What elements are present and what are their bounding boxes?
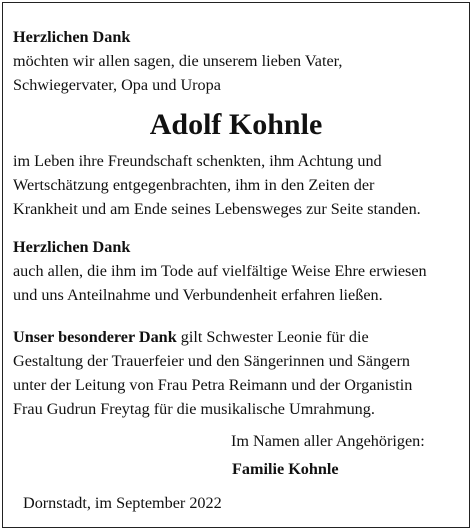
text-line: unter der Leitung von Frau Petra Reimann und der Organistin: [13, 376, 413, 394]
text-line: möchten wir allen sagen, die unserem lieben Vater,: [13, 52, 343, 70]
heading-thanks-1: Herzlichen Dank: [13, 28, 131, 46]
obituary-notice: [2, 2, 470, 528]
text-line: Frau Gudrun Freytag für die musikalische Umrahmung.: [13, 400, 375, 418]
family-name: Familie Kohnle: [232, 460, 339, 478]
place-date: Dornstadt, im September 2022: [23, 494, 222, 512]
text-line: und uns Anteilnahme und Verbundenheit erfahren ließen.: [13, 286, 383, 304]
special-thanks-text: gilt Schwester Leonie für die: [176, 328, 369, 346]
text-line: Gestaltung der Trauerfeier und den Sängerinnen und Sängern: [13, 352, 410, 370]
special-thanks-heading: Unser besonderer Dank: [13, 328, 177, 346]
text-line: Schwiegervater, Opa und Uropa: [13, 76, 221, 94]
text-line: Wertschätzung entgegenbrachten, ihm in den Zeiten der: [13, 176, 375, 194]
heading-thanks-2: Herzlichen Dank: [13, 238, 131, 256]
text-line: im Leben ihre Freundschaft schenkten, ihm Achtung und: [13, 152, 382, 170]
text-line: auch allen, die ihm im Tode auf vielfältige Weise Ehre erwiesen: [13, 262, 427, 280]
text-line: Krankheit und am Ende seines Lebensweges zur Seite standen.: [13, 200, 421, 218]
special-thanks-line: [13, 325, 369, 349]
signature-line: Im Namen aller Angehörigen:: [231, 432, 425, 450]
deceased-name: Adolf Kohnle: [149, 108, 323, 141]
